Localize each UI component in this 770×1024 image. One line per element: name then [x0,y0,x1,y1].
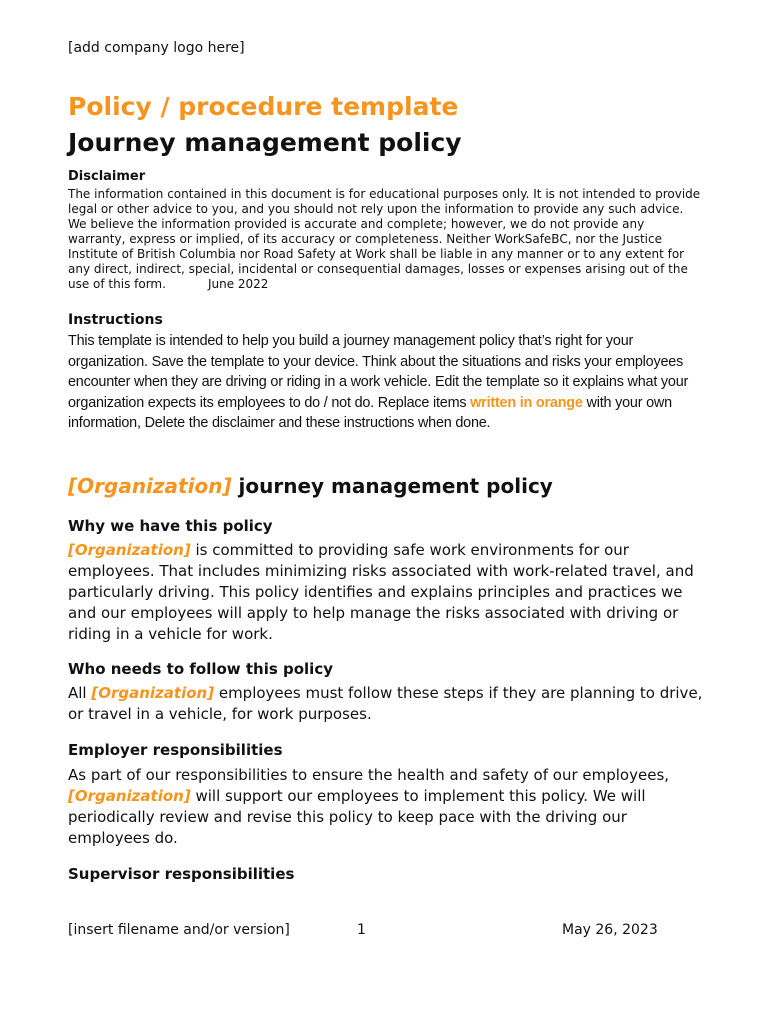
org-placeholder: [Organization] [68,541,191,559]
section-text-who-before: All [68,684,92,702]
org-placeholder: [Organization] [68,787,191,805]
instructions-heading: Instructions [68,312,163,328]
section-body-who [68,683,708,725]
page-footer [68,922,708,942]
policy-title-text: journey management policy [231,474,553,498]
section-text-why: is committed to providing safe work environments for our employees. That includes minimizing risks associated with work-related travel, and particularly driving. This policy identifies and explains principles and practices we and our employees will apply to help manage the risks associated with driving or riding in a vehicle for work. [68,541,694,643]
instructions-highlight: written in orange [470,394,583,411]
footer-filename: [insert filename and/or version] [68,922,290,938]
org-placeholder: [Organization] [68,474,232,498]
page-title: Journey management policy [68,128,462,157]
disclaimer-date: June 2022 [207,277,269,291]
org-placeholder: [Organization] [91,684,215,702]
section-heading-why: Why we have this policy [68,517,273,535]
template-kicker: Policy / procedure template [68,92,459,121]
disclaimer-heading: Disclaimer [68,169,146,184]
disclaimer-text: The information contained in this document is for educational purposes only. It is not intended to provide legal or other advice to you, and you should not rely upon the information to provide any such advice. We believe the information provided is accurate and complete; however, we do not provide any warranty, express or implied, of its accuracy or completeness. Neither WorkSafeBC, nor the Justice Institute of British Columbia nor Road Safety at Work shall be liable in any manner or to any extent for any direct, indirect, special, incidental or consequential damages, losses or expenses arising out of the use of this form. [68,187,701,291]
section-text-employer-after: will support our employees to implement this policy. We will periodically review and revise this policy to keep pace with the driving our employees do. [68,787,646,847]
footer-date: May 26, 2023 [562,922,658,938]
footer-page-number: 1 [357,922,366,938]
policy-title [68,474,553,498]
section-heading-employer: Employer responsibilities [68,741,283,759]
section-body-employer [68,765,708,849]
instructions-body [68,331,708,434]
section-heading-supervisor: Supervisor responsibilities [68,865,295,883]
instructions-text-before: This template is intended to help you build a journey management policy that’s right for your organization. Save the template to your device. Think about the situations and risks your employees encounter when they are driving or riding in a work vehicle. Edit the template so it explains what your organization expects its employees to do / not do. Replace items [68,333,689,411]
section-heading-who: Who needs to follow this policy [68,660,333,678]
section-text-employer-before: As part of our responsibilities to ensure the health and safety of our employees, [68,766,670,784]
section-body-why [68,540,708,645]
section-text-who-after: employees must follow these steps if they are planning to drive, or travel in a vehicle, for work purposes. [68,684,703,723]
instructions-text-after: with your own information, Delete the disclaimer and these instructions when done. [68,394,672,432]
logo-placeholder: [add company logo here] [68,40,245,56]
disclaimer-body [68,187,704,292]
